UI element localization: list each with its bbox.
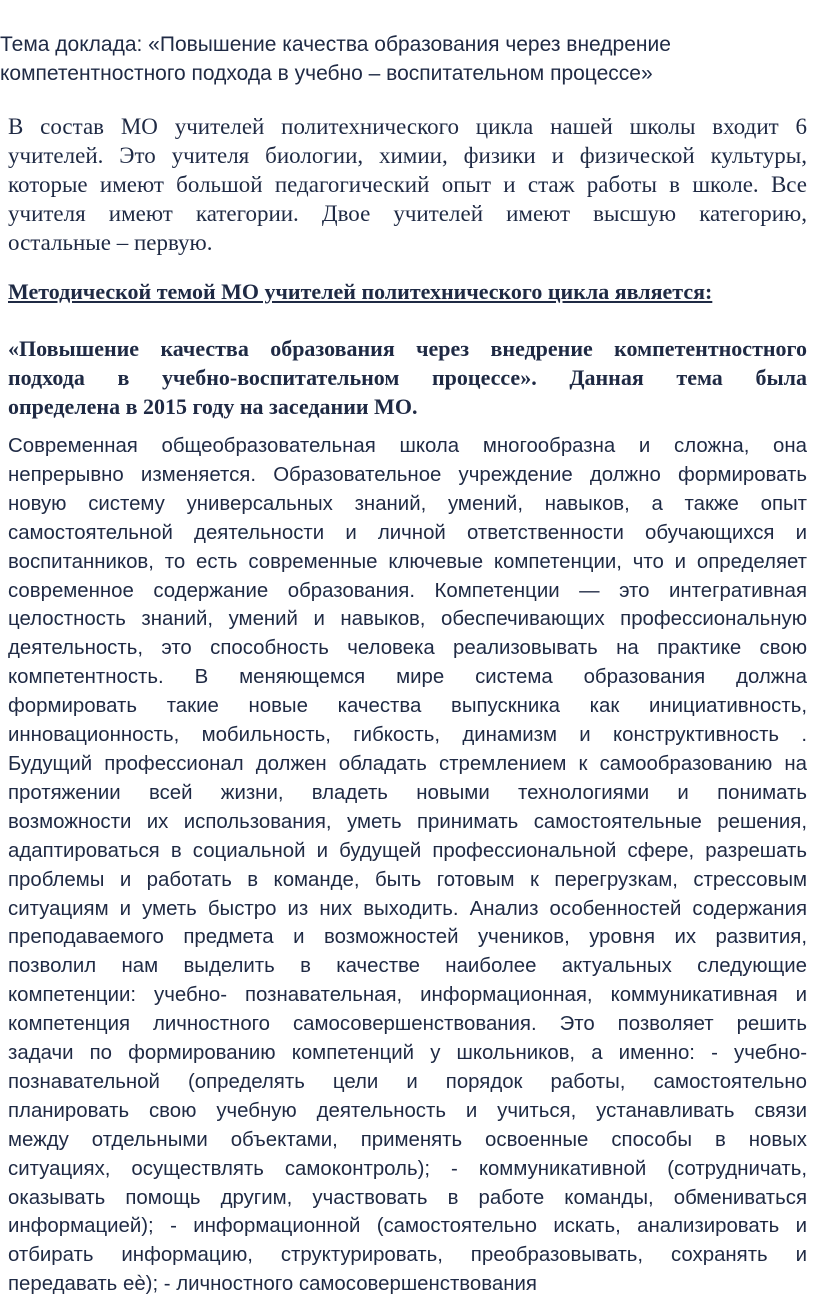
body-line: между отдельными объектами, применять освоенные способы в новых	[8, 1128, 807, 1151]
intro-paragraph	[8, 112, 807, 257]
body-line: формировать такие новые качества выпускника как инициативность,	[8, 695, 807, 718]
body-line: ситуациях, осуществлять самоконтроль); - коммуникативной (сотрудничать,	[8, 1157, 807, 1180]
intro-line: остальные – первую.	[8, 230, 213, 255]
body-line: позволил нам выделить в качестве наиболее актуальных следующие	[8, 955, 807, 978]
body-line: компетенции: учебно- познавательная, информационная, коммуникативная и	[8, 984, 807, 1007]
body-line: возможности их использования, уметь принимать самостоятельные решения,	[8, 810, 807, 833]
body-line: самостоятельной деятельности и личной ответственности обучающихся и	[8, 521, 807, 544]
report-title	[0, 30, 760, 88]
body-line: целостность знаний, умений и навыков, обеспечивающих профессиональную	[8, 608, 807, 631]
theme-line: подхода в учебно-воспитательном процессе». Данная тема была	[8, 365, 807, 390]
report-title-line: компетентностного подхода в учебно – воспитательном процессе»	[0, 62, 653, 85]
body-line: компетентность. В меняющемся мире система образования должна	[8, 666, 807, 689]
body-line: оказывать помощь другим, участвовать в работе команды, обмениваться	[8, 1186, 807, 1209]
body-line: компетенция личностного самосовершенствования. Это позволяет решить	[8, 1013, 807, 1036]
body-line: информацией); - информационной (самостоятельно искать, анализировать и	[8, 1215, 807, 1238]
body-line: познавательной (определять цели и порядок работы, самостоятельно	[8, 1070, 807, 1093]
methodical-theme-heading: Методической темой МО учителей политехнического цикла является:	[8, 279, 713, 304]
intro-line: В состав МО учителей политехнического цикла нашей школы входит 6	[8, 114, 807, 139]
body-paragraph	[8, 432, 807, 1299]
methodical-theme-paragraph	[8, 334, 807, 421]
body-line: проблемы и работать в команде, быть готовым к перегрузкам, стрессовым	[8, 868, 807, 891]
body-line: планировать свою учебную деятельность и учиться, устанавливать связи	[8, 1099, 807, 1122]
body-line: протяжении всей жизни, владеть новыми технологиями и понимать	[8, 781, 807, 804]
body-line: Современная общеобразовательная школа многообразна и сложна, она	[8, 435, 807, 457]
intro-line: учителя имеют категории. Двое учителей имеют высшую категорию,	[8, 201, 807, 226]
body-line: новую систему универсальных знаний, умений, навыков, а также опыт	[8, 492, 807, 515]
body-line: передавать еѐ); - личностного самосовершенствования	[8, 1273, 537, 1296]
body-line: деятельность, это способность человека реализовывать на практике свою	[8, 637, 807, 660]
body-line: воспитанников, то есть современные ключевые компетенции, что и определяет	[8, 550, 807, 573]
intro-line: учителей. Это учителя биологии, химии, физики и физической культуры,	[8, 143, 807, 168]
theme-line: «Повышение качества образования через внедрение компетентностного	[8, 336, 807, 361]
report-title-line: Тема доклада: «Повышение качества образования через внедрение	[0, 33, 671, 56]
body-line: современное содержание образования. Компетенции — это интегративная	[8, 579, 807, 602]
body-line: Будущий профессионал должен обладать стремлением к самообразованию на	[8, 752, 807, 775]
body-line: непрерывно изменяется. Образовательное учреждение должно формировать	[8, 463, 807, 486]
body-line: преподаваемого предмета и возможностей учеников, уровня их развития,	[8, 926, 807, 949]
intro-line: которые имеют большой педагогический опыт и стаж работы в школе. Все	[8, 172, 807, 197]
body-line: ситуациям и уметь быстро из них выходить. Анализ особенностей содержания	[8, 897, 807, 920]
body-line: отбирать информацию, структурировать, преобразовывать, сохранять и	[8, 1244, 807, 1267]
body-line: адаптироваться в социальной и будущей профессиональной сфере, разрешать	[8, 839, 807, 862]
body-line: задачи по формированию компетенций у школьников, а именно: - учебно-	[8, 1042, 807, 1065]
body-line: инновационность, мобильность, гибкость, динамизм и конструктивность .	[8, 724, 807, 747]
theme-line: определена в 2015 году на заседании МО.	[8, 394, 418, 419]
